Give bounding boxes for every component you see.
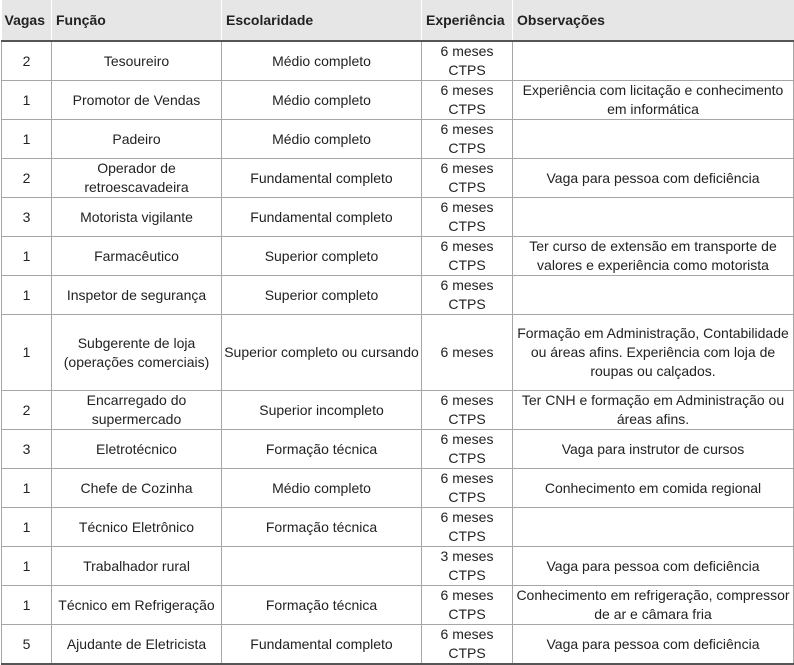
cell-experiencia bbox=[422, 547, 513, 586]
experiencia-proof: CTPS bbox=[448, 567, 486, 583]
table-row bbox=[2, 315, 794, 391]
table-row bbox=[2, 547, 794, 586]
cell-vagas: 1 bbox=[2, 508, 52, 547]
cell-vagas: 1 bbox=[2, 315, 52, 391]
cell-vagas: 1 bbox=[2, 276, 52, 315]
cell-vagas: 2 bbox=[2, 159, 52, 198]
cell-experiencia bbox=[422, 120, 513, 159]
cell-funcao: Tesoureiro bbox=[52, 41, 222, 81]
table-header-row bbox=[2, 0, 794, 41]
experiencia-duration: 6 meses bbox=[440, 470, 494, 486]
experiencia-proof: CTPS bbox=[448, 101, 486, 117]
cell-experiencia bbox=[422, 315, 513, 391]
cell-experiencia bbox=[422, 276, 513, 315]
cell-observacoes: Ter CNH e formação em Administração ou áreas afins. bbox=[513, 391, 794, 430]
cell-escolaridade: Médio completo bbox=[222, 41, 422, 81]
cell-observacoes: Vaga para pessoa com deficiência bbox=[513, 547, 794, 586]
cell-experiencia bbox=[422, 198, 513, 237]
cell-observacoes: Vaga para instrutor de cursos bbox=[513, 430, 794, 469]
experiencia-duration: 6 meses bbox=[440, 392, 494, 408]
cell-observacoes: Conhecimento em refrigeração, compressor de ar e câmara fria bbox=[513, 586, 794, 625]
experiencia-proof: CTPS bbox=[448, 645, 486, 661]
job-vacancies-table bbox=[1, 0, 794, 665]
cell-escolaridade: Formação técnica bbox=[222, 508, 422, 547]
experiencia-proof: CTPS bbox=[448, 450, 486, 466]
cell-escolaridade: Superior completo bbox=[222, 237, 422, 276]
cell-funcao: Subgerente de loja (operações comerciais) bbox=[52, 315, 222, 391]
table-row bbox=[2, 237, 794, 276]
cell-funcao: Encarregado do supermercado bbox=[52, 391, 222, 430]
cell-experiencia bbox=[422, 430, 513, 469]
cell-escolaridade: Fundamental completo bbox=[222, 159, 422, 198]
cell-vagas: 1 bbox=[2, 469, 52, 508]
header-experiencia: Experiência bbox=[422, 0, 513, 41]
cell-escolaridade: Formação técnica bbox=[222, 430, 422, 469]
cell-vagas: 1 bbox=[2, 120, 52, 159]
table-body bbox=[2, 41, 794, 664]
experiencia-duration: 6 meses bbox=[440, 82, 494, 98]
cell-observacoes: Vaga para pessoa com deficiência bbox=[513, 159, 794, 198]
table-row bbox=[2, 391, 794, 430]
experiencia-duration: 6 meses bbox=[440, 160, 494, 176]
cell-funcao: Motorista vigilante bbox=[52, 198, 222, 237]
table-row bbox=[2, 120, 794, 159]
experiencia-duration: 6 meses bbox=[440, 587, 494, 603]
experiencia-duration: 6 meses bbox=[440, 43, 494, 59]
header-funcao: Função bbox=[52, 0, 222, 41]
experiencia-duration: 3 meses bbox=[440, 548, 494, 564]
cell-escolaridade: Fundamental completo bbox=[222, 198, 422, 237]
cell-funcao: Ajudante de Eletricista bbox=[52, 625, 222, 665]
cell-escolaridade: Formação técnica bbox=[222, 586, 422, 625]
cell-funcao: Trabalhador rural bbox=[52, 547, 222, 586]
cell-experiencia bbox=[422, 625, 513, 665]
cell-funcao: Farmacêutico bbox=[52, 237, 222, 276]
cell-funcao: Inspetor de segurança bbox=[52, 276, 222, 315]
table-row bbox=[2, 469, 794, 508]
cell-escolaridade: Fundamental completo bbox=[222, 625, 422, 665]
header-escolaridade: Escolaridade bbox=[222, 0, 422, 41]
cell-funcao: Eletrotécnico bbox=[52, 430, 222, 469]
cell-experiencia bbox=[422, 391, 513, 430]
table-row bbox=[2, 81, 794, 120]
cell-observacoes bbox=[513, 41, 794, 81]
experiencia-proof: CTPS bbox=[448, 411, 486, 427]
experiencia-duration: 6 meses bbox=[440, 121, 494, 137]
cell-funcao: Técnico Eletrônico bbox=[52, 508, 222, 547]
cell-experiencia bbox=[422, 586, 513, 625]
table-row bbox=[2, 159, 794, 198]
cell-experiencia bbox=[422, 159, 513, 198]
cell-observacoes: Conhecimento em comida regional bbox=[513, 469, 794, 508]
cell-experiencia bbox=[422, 508, 513, 547]
table-row bbox=[2, 586, 794, 625]
cell-funcao: Operador de retroescavadeira bbox=[52, 159, 222, 198]
experiencia-proof: CTPS bbox=[448, 296, 486, 312]
experiencia-duration: 6 meses bbox=[440, 277, 494, 293]
cell-vagas: 1 bbox=[2, 237, 52, 276]
cell-observacoes bbox=[513, 120, 794, 159]
cell-funcao: Chefe de Cozinha bbox=[52, 469, 222, 508]
cell-escolaridade: Médio completo bbox=[222, 81, 422, 120]
experiencia-proof: CTPS bbox=[448, 606, 486, 622]
experiencia-duration: 6 meses bbox=[440, 626, 494, 642]
cell-funcao: Promotor de Vendas bbox=[52, 81, 222, 120]
cell-escolaridade: Superior incompleto bbox=[222, 391, 422, 430]
cell-experiencia bbox=[422, 469, 513, 508]
header-vagas: Vagas bbox=[2, 0, 52, 41]
cell-vagas: 3 bbox=[2, 198, 52, 237]
experiencia-duration: 6 meses bbox=[440, 509, 494, 525]
experiencia-duration: 6 meses bbox=[440, 199, 494, 215]
table-row bbox=[2, 276, 794, 315]
cell-observacoes bbox=[513, 276, 794, 315]
table-row bbox=[2, 198, 794, 237]
cell-experiencia bbox=[422, 41, 513, 81]
cell-escolaridade: Superior completo bbox=[222, 276, 422, 315]
experiencia-proof: CTPS bbox=[448, 140, 486, 156]
experiencia-proof: CTPS bbox=[448, 218, 486, 234]
cell-vagas: 3 bbox=[2, 430, 52, 469]
experiencia-proof: CTPS bbox=[448, 62, 486, 78]
cell-vagas: 2 bbox=[2, 41, 52, 81]
experiencia-duration: 6 meses bbox=[440, 431, 494, 447]
cell-observacoes: Formação em Administração, Contabilidade ou áreas afins. Experiência com loja de roupas ou calçados. bbox=[513, 315, 794, 391]
table-row bbox=[2, 430, 794, 469]
experiencia-duration: 6 meses bbox=[440, 344, 494, 360]
cell-vagas: 1 bbox=[2, 81, 52, 120]
experiencia-proof: CTPS bbox=[448, 257, 486, 273]
cell-observacoes bbox=[513, 198, 794, 237]
experiencia-proof: CTPS bbox=[448, 489, 486, 505]
cell-vagas: 1 bbox=[2, 547, 52, 586]
cell-escolaridade: Superior completo ou cursando bbox=[222, 315, 422, 391]
cell-observacoes: Experiência com licitação e conhecimento em informática bbox=[513, 81, 794, 120]
cell-experiencia bbox=[422, 81, 513, 120]
table-row bbox=[2, 41, 794, 81]
header-observacoes: Observações bbox=[513, 0, 794, 41]
table-row bbox=[2, 508, 794, 547]
cell-vagas: 2 bbox=[2, 391, 52, 430]
cell-observacoes: Vaga para pessoa com deficiência bbox=[513, 625, 794, 665]
cell-observacoes: Ter curso de extensão em transporte de valores e experiência como motorista bbox=[513, 237, 794, 276]
cell-vagas: 1 bbox=[2, 586, 52, 625]
experiencia-duration: 6 meses bbox=[440, 238, 494, 254]
cell-experiencia bbox=[422, 237, 513, 276]
cell-vagas: 5 bbox=[2, 625, 52, 665]
cell-funcao: Padeiro bbox=[52, 120, 222, 159]
cell-escolaridade bbox=[222, 547, 422, 586]
experiencia-proof: CTPS bbox=[448, 179, 486, 195]
cell-observacoes bbox=[513, 508, 794, 547]
table-row bbox=[2, 625, 794, 665]
cell-escolaridade: Médio completo bbox=[222, 469, 422, 508]
experiencia-proof: CTPS bbox=[448, 528, 486, 544]
cell-funcao: Técnico em Refrigeração bbox=[52, 586, 222, 625]
cell-escolaridade: Médio completo bbox=[222, 120, 422, 159]
